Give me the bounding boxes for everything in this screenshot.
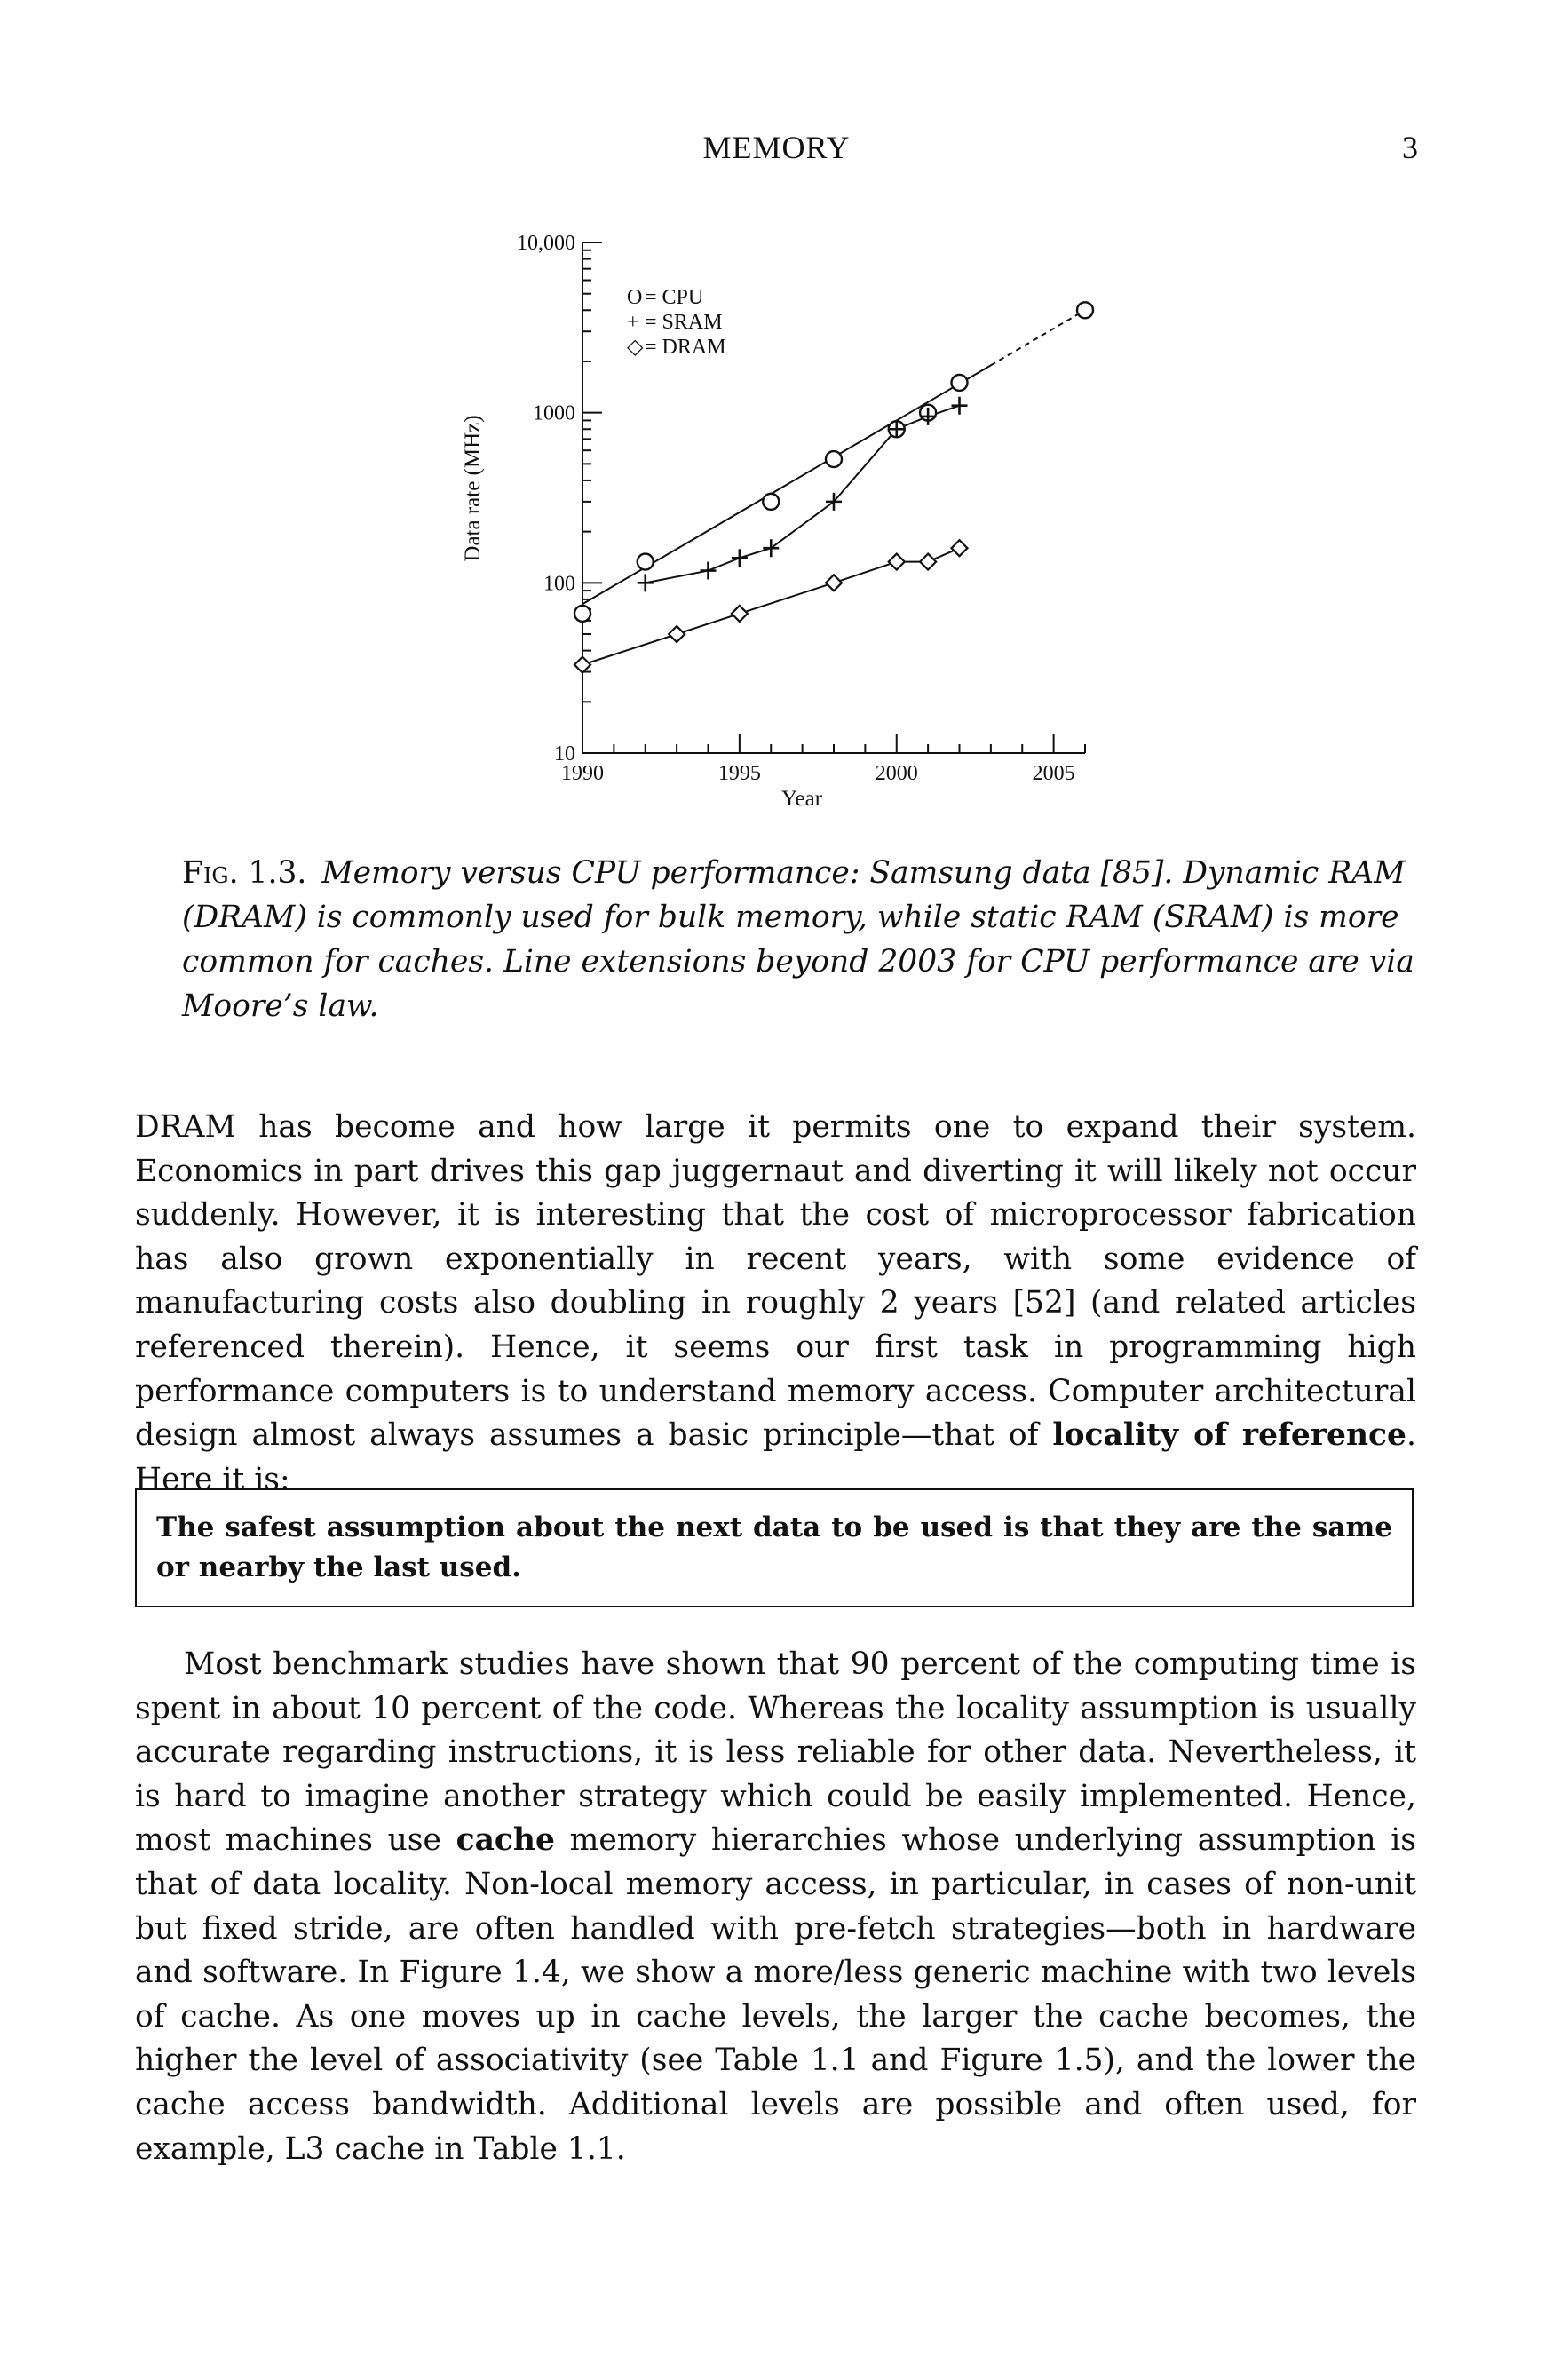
y-tick-label: 1000 — [533, 401, 575, 425]
y-tick-label: 10,000 — [517, 232, 575, 255]
dram-point — [732, 606, 748, 622]
cpu-point — [763, 494, 779, 510]
highlight-box: The safest assumption about the next data to be used is that they are the same or nearby the last used. — [135, 1488, 1414, 1607]
term-locality-of-reference: locality of reference — [1052, 1417, 1407, 1454]
cpu-point — [638, 554, 654, 570]
para2-text-1: Most benchmark studies have shown that 90 percent of the computing time is spent in about 10 percent of the code. Whereas the locality assumption is usually accurate regarding instructions, it is less reliable for other data. Nevertheless, it is hard to imagine another strategy which could be easily implemented. Hence, most machines use — [135, 1646, 1416, 1859]
sram-point — [638, 574, 654, 591]
figure-label: Fig. 1.3. — [182, 855, 307, 891]
x-tick-label: 1995 — [717, 762, 761, 785]
dram-point — [669, 626, 685, 642]
dram-point — [889, 554, 905, 570]
legend-text-sram: = SRAM — [645, 311, 723, 334]
dram-point — [826, 575, 842, 591]
dram-point — [574, 657, 590, 673]
page-number: 3 — [1402, 130, 1418, 165]
sram-point — [732, 549, 748, 567]
dram-point — [952, 540, 968, 556]
legend-symbol-dram: ◇ — [627, 336, 644, 359]
legend-symbol-cpu: O — [627, 286, 643, 309]
body-paragraph-2 — [135, 1643, 1416, 2171]
figure-caption — [182, 851, 1425, 1028]
para1-text-2: . Here it is: — [135, 1417, 1416, 1497]
chart-axes — [517, 232, 1085, 785]
cpu-extension-line — [991, 310, 1085, 365]
sram-line — [646, 406, 960, 583]
legend-symbol-sram: + — [627, 311, 639, 334]
memory-cpu-chart — [0, 0, 1553, 844]
y-axis-title: Data rate (MHz) — [461, 415, 485, 562]
chart-lines — [582, 310, 1085, 664]
running-header: MEMORY — [702, 130, 851, 165]
x-axis-title: Year — [780, 787, 823, 811]
chart-legend — [627, 286, 726, 359]
term-cache: cache — [456, 1822, 555, 1859]
dram-point — [920, 554, 936, 570]
cpu-point — [574, 606, 590, 622]
para1-text-1: DRAM has become and how large it permits one to expand their system. Economics in part drives this gap juggernaut and diverting it will likely not occur suddenly. However, it is interesting that the cost of microprocessor fabrication has also grown exponentially in recent years, with some evidence of manufacturing costs also doubling in roughly 2 years [52] (and related articles referenced therein). Hence, it seems our first task in programming high performance computers is to understand memory access. Computer architectural design almost always assumes a basic principle—that of — [135, 1109, 1416, 1454]
cpu-point — [952, 375, 968, 391]
para2-text-2: memory hierarchies whose underlying assumption is that of data locality. Non-local memory access, in particular, in cases of non-unit but fixed stride, are often handled with pre-fetch strategies—both in hardware and software. In Figure 1.4, we show a more/less generic machine with two levels of cache. As one moves up in cache levels, the larger the cache becomes, the higher the level of associativity (see Table 1.1 and Figure 1.5), and the lower the cache access bandwidth. Additional levels are possible and often used, for example, L3 cache in Table 1.1. — [135, 1822, 1416, 2167]
body-paragraph-1 — [135, 1106, 1416, 1502]
legend-text-dram: = DRAM — [645, 336, 726, 359]
y-tick-label: 10 — [554, 742, 575, 766]
cpu-point — [1077, 302, 1093, 318]
figure-caption-text: Memory versus CPU performance: Samsung data [85]. Dynamic RAM (DRAM) is commonly used for bulk memory, while static RAM (SRAM) is more common for caches. Line extensions beyond 2003 for CPU performance are via Moore’s law. — [182, 855, 1414, 1024]
legend-text-cpu: = CPU — [645, 286, 704, 309]
x-tick-label: 1990 — [561, 762, 604, 785]
y-tick-label: 100 — [543, 572, 575, 596]
cpu-point — [826, 451, 842, 467]
sram-point — [952, 397, 968, 415]
sram-point — [701, 562, 717, 580]
x-tick-label: 2000 — [875, 762, 918, 785]
sram-point — [763, 539, 779, 557]
x-tick-label: 2005 — [1032, 762, 1075, 785]
